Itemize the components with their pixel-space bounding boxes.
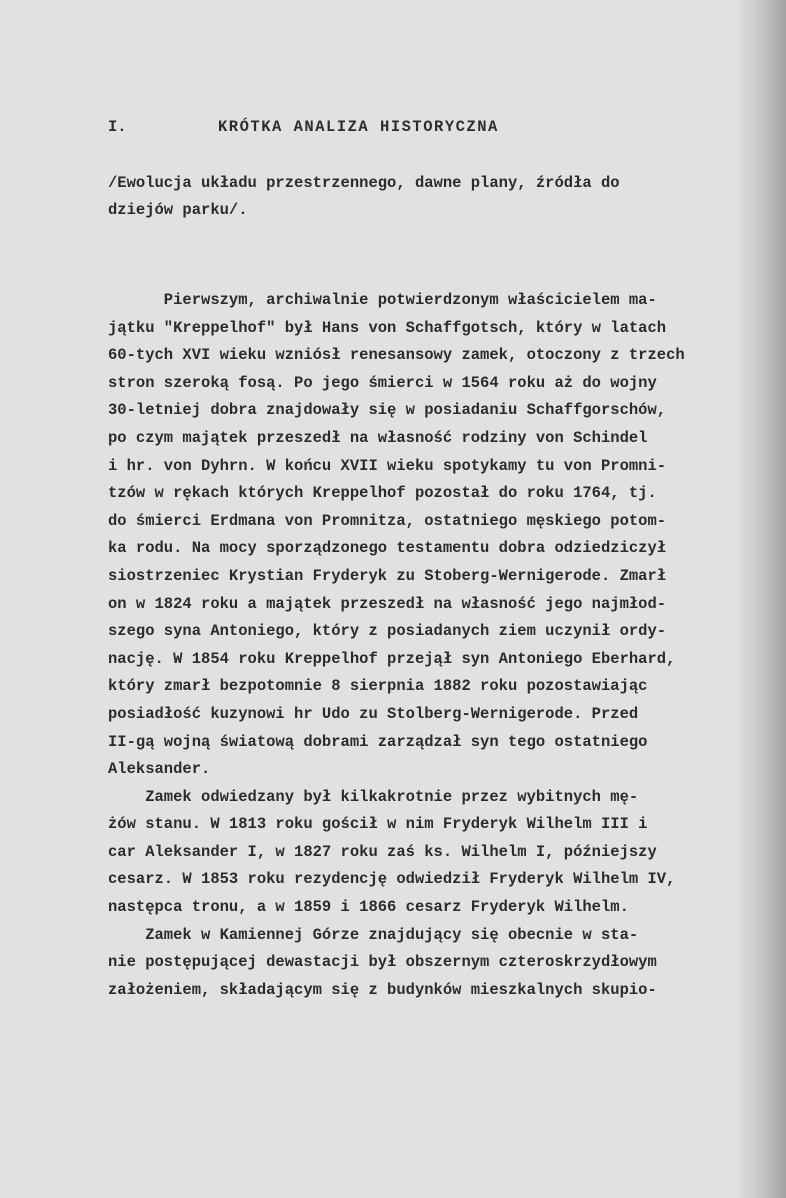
subtitle-line: dziejów parku/. [108,201,248,219]
body-text [108,287,748,1004]
body-line: posiadłość kuzynowi hr Udo zu Stolberg-Wernigerode. Przed [108,704,639,723]
body-line: 60-tych XVI wieku wzniósł renesansowy zamek, otoczony z trzech [108,346,685,365]
section-subtitle [108,170,708,224]
body-line: Pierwszym, archiwalnie potwierdzonym właścicielem ma- [108,291,657,309]
body-line: który zmarł bezpotomnie 8 sierpnia 1882 roku pozostawiając [108,677,648,696]
body-line: do śmierci Erdmana von Promnitza, ostatniego męskiego potom- [108,511,667,530]
body-line: II-gą wojną światową dobrami zarządzał syn tego ostatniego [108,732,648,751]
body-line: on w 1824 roku a majątek przeszedł na własność jego najmłod- [108,594,667,613]
body-line: stron szeroką fosą. Po jego śmierci w 1564 roku aż do wojny [108,373,657,392]
body-line: nie postępującej dewastacji był obszernym czteroskrzydłowym [108,953,657,972]
body-line: Zamek w Kamiennej Górze znajdujący się obecnie w sta- [108,925,639,944]
body-line: car Aleksander I, w 1827 roku zaś ks. Wilhelm I, późniejszy [108,842,657,861]
section-number: I. [108,118,127,136]
body-line: cesarz. W 1853 roku rezydencję odwiedził Fryderyk Wilhelm IV, [108,870,676,889]
body-line: nację. W 1854 roku Kreppelhof przejął syn Antoniego Eberhard, [108,649,676,668]
section-title: KRÓTKA ANALIZA HISTORYCZNA [218,118,499,136]
body-line: siostrzeniec Krystian Fryderyk zu Stoberg-Wernigerode. Zmarł [108,566,667,585]
body-line: ka rodu. Na mocy sporządzonego testamentu dobra odziedziczył [108,539,667,558]
body-line: jątku "Kreppelhof" był Hans von Schaffgotsch, który w latach [108,318,667,337]
body-line: po czym majątek przeszedł na własność rodziny von Schindel [108,428,648,447]
body-line: Aleksander. [108,760,211,779]
body-line: żów stanu. W 1813 roku gościł w nim Fryderyk Wilhelm III i [108,815,648,834]
body-line: szego syna Antoniego, który z posiadanych ziem uczynił ordy- [108,622,667,641]
subtitle-line: /Ewolucja układu przestrzennego, dawne plany, źródła do [108,174,620,192]
body-line: 30-letniej dobra znajdowały się w posiadaniu Schaffgorschów, [108,401,667,420]
body-line: tzów w rękach których Kreppelhof pozostał do roku 1764, tj. [108,484,657,503]
body-line: i hr. von Dyhrn. W końcu XVII wieku spotykamy tu von Promni- [108,456,667,475]
body-line: założeniem, składającym się z budynków mieszkalnych skupio- [108,980,657,999]
body-line: Zamek odwiedzany był kilkakrotnie przez wybitnych mę- [108,787,639,806]
body-line: następca tronu, a w 1859 i 1866 cesarz Fryderyk Wilhelm. [108,898,629,917]
